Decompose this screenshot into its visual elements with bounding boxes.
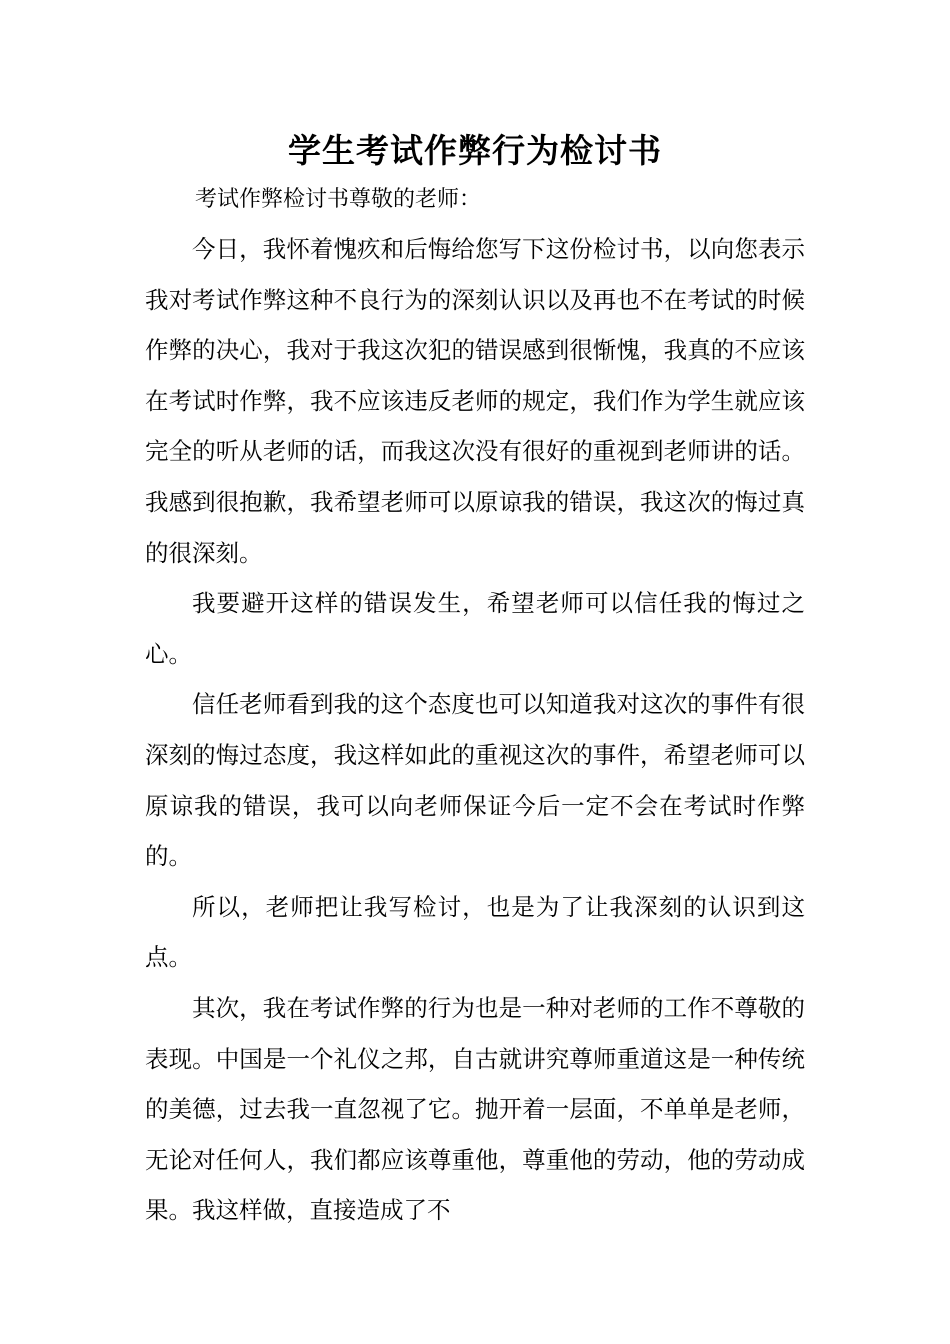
- paragraph: 所以，老师把让我写检讨，也是为了让我深刻的认识到这点。: [145, 892, 805, 972]
- document-body: [145, 224, 805, 1236]
- paragraph: 其次，我在考试作弊的行为也是一种对老师的工作不尊敬的表现。中国是一个礼仪之邦，自古就讲究尊师重道这是一种传统的美德，过去我一直忽视了它。抛开着一层面，不单单是老师，无论对任何人，我们都应该尊重他，尊重他的劳动，他的劳动成果。我这样做，直接造成了不: [145, 993, 805, 1225]
- paragraph: 今日，我怀着愧疚和后悔给您写下这份检讨书，以向您表示我对考试作弊这种不良行为的深刻认识以及再也不在考试的时候作弊的决心，我对于我这次犯的错误感到很惭愧，我真的不应该在考试时作弊，我不应该违反老师的规定，我们作为学生就应该完全的听从老师的话，而我这次没有很好的重视到老师讲的话。我感到很抱歉，我希望老师可以原谅我的错误，我这次的悔过真的很深刻。: [145, 235, 805, 567]
- document-title: 学生考试作弊行为检讨书: [288, 131, 662, 170]
- paragraph: 我要避开这样的错误发生，希望老师可以信任我的悔过之心。: [145, 589, 805, 668]
- paragraph: 信任老师看到我的这个态度也可以知道我对这次的事件有很深刻的悔过态度，我这样如此的重视这次的事件，希望老师可以原谅我的错误，我可以向老师保证今后一定不会在考试时作弊的。: [145, 690, 805, 871]
- salutation: 考试作弊检讨书尊敬的老师：: [195, 187, 482, 212]
